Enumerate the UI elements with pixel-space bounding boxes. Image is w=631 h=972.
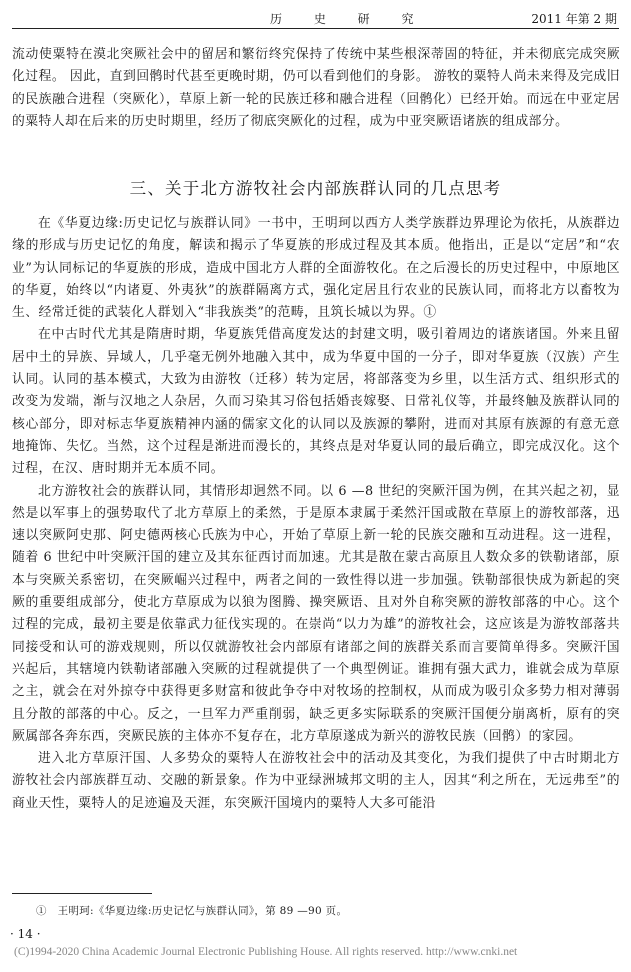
continued-paragraph: 流动使粟特在漠北突厥社会中的留居和繁衍终究保持了传统中某些根深蒂固的特征，并未彻底完成突厥化过程。 因此，直到回鹘时代甚至更晚时期，仍可以看到他们的身影。 游牧的粟特人尚未来得及完成旧的民族融合进程（突厥化），草原上新一轮的民族迁移和融合进程（回鹘化）已经开始。而远在中亚定居的粟特人却在后来的历史时期里，经历了彻底突厥化的过程，成为中亚突厥语诸族的组成部分。 [12, 47, 620, 129]
section-heading: 三、关于北方游牧社会内部族群认同的几点思考 [129, 179, 502, 198]
continued-text-block [12, 44, 620, 133]
paragraph-4: 进入北方草原汗国、人多势众的粟特人在游牧社会中的活动及其变化，为我们提供了中古时期北方游牧社会内部族群互动、交融的新景象。作为中亚绿洲城邦文明的主人，因其“利之所在，无远弗至”的商业天性，粟特人的足迹遍及天涯，东突厥汗国境内的粟特人大多可能沿 [12, 751, 620, 811]
footnote: ① 王明珂:《华夏边缘:历史记忆与族群认同》，第 89 —90 页。 [36, 905, 348, 917]
paragraph-1: 在《华夏边缘:历史记忆与族群认同》一书中，王明珂以西方人类学族群边界理论为依托，从族群边缘的形成与历史记忆的角度，解读和揭示了华夏族的形成过程及其本质。他指出，正是以“定居”和“农业”为认同标记的华夏族的形成，造成中国北方人群的全面游牧化。在之后漫长的历史过程中，中原地区的华夏，始终以“内诸夏、外夷狄”的族群隔离方式，强化定居且行农业的民族认同，而将北方以畜牧为生、经常迁徙的武装化人群划入“非我族类”的范畴，且筑长城以为界。① [12, 216, 620, 321]
footnote-rule [12, 893, 152, 894]
copyright-watermark: (C)1994-2020 China Academic Journal Electronic Publishing House. All rights reserved. http://www.cnki.net [14, 946, 518, 958]
page-number: · 14 · [10, 927, 41, 941]
header-rule [12, 28, 619, 29]
paragraph-2: 在中古时代尤其是隋唐时期，华夏族凭借高度发达的封建文明，吸引着周边的诸族诸国。外来且留居中土的异族、异域人，几乎毫无例外地融入其中，成为华夏中国的一分子，即对华夏族（汉族）产生认同。认同的基本模式，大致为由游牧（迁移）转为定居，将部落变为乡里，以生活方式、组织形式的改变为发端，渐与汉地之人杂居，久而习染其习俗包括婚丧嫁娶、日常礼仪等，并最终触及族群认同的核心部分，即对标志华夏族精神内涵的儒家文化的认同以及族源的攀附，进而对其原有族源的有意无意地掩饰、失忆。当然，这个过程是渐进而漫长的，其终点是对华夏认同的最后确立，即完成汉化。这个过程，在汉、唐时期并无本质不同。 [12, 327, 620, 477]
section-body [12, 213, 620, 815]
paragraph-3: 北方游牧社会的族群认同，其情形却迥然不同。以 6 —8 世纪的突厥汗国为例，在其兴起之初，显然是以军事上的强势取代了北方草原上的柔然，于是原本隶属于柔然汗国或散在草原上的游牧部落，迅速以突厥阿史那、阿史德两核心氏族为中心，开始了草原上新一轮的民族交融和互动进程。这一进程，随着 6 世纪中叶突厥汗国的建立及其东征西讨而加速。尤其是散在蒙古高原且人数众多的铁勒诸部，原本与突厥关系密切，在突厥崛兴过程中，两者之间的一致性得以进一步加强。铁勒部很快成为新起的突厥的重要组成部分，使北方草原成为以狼为图腾、操突厥语、且对外自称突厥的游牧部落的中心。这个过程的完成，最初主要是依靠武力征伐实现的。在崇尚“以力为雄”的游牧社会，这应该是为游牧部落共同接受和认可的游戏规则，所以仅就游牧社会内部原有诸部之间的族群关系而言要简单得多。突厥汗国兴起后，其辖境内铁勒诸部融入突厥的过程就提供了一个典型例证。谁拥有强大武力，谁就会成为草原之主，就会在对外掠夺中获得更多财富和彼此争夺中对牧场的控制权，从而成为吸引众多势力相对薄弱且分散的部落的中心。反之，一旦军力严重削弱，缺乏更多实际联系的突厥汗国便分崩离析，原有的突厥属部各奔东西，突厥民族的主体亦不复存在，北方草原遂成为新兴的游牧民族（回鹘）的家园。 [12, 483, 620, 744]
running-header-issue: 2011 年第 2 期 [531, 12, 617, 26]
running-header-title: 历 史 研 究 [270, 12, 428, 26]
